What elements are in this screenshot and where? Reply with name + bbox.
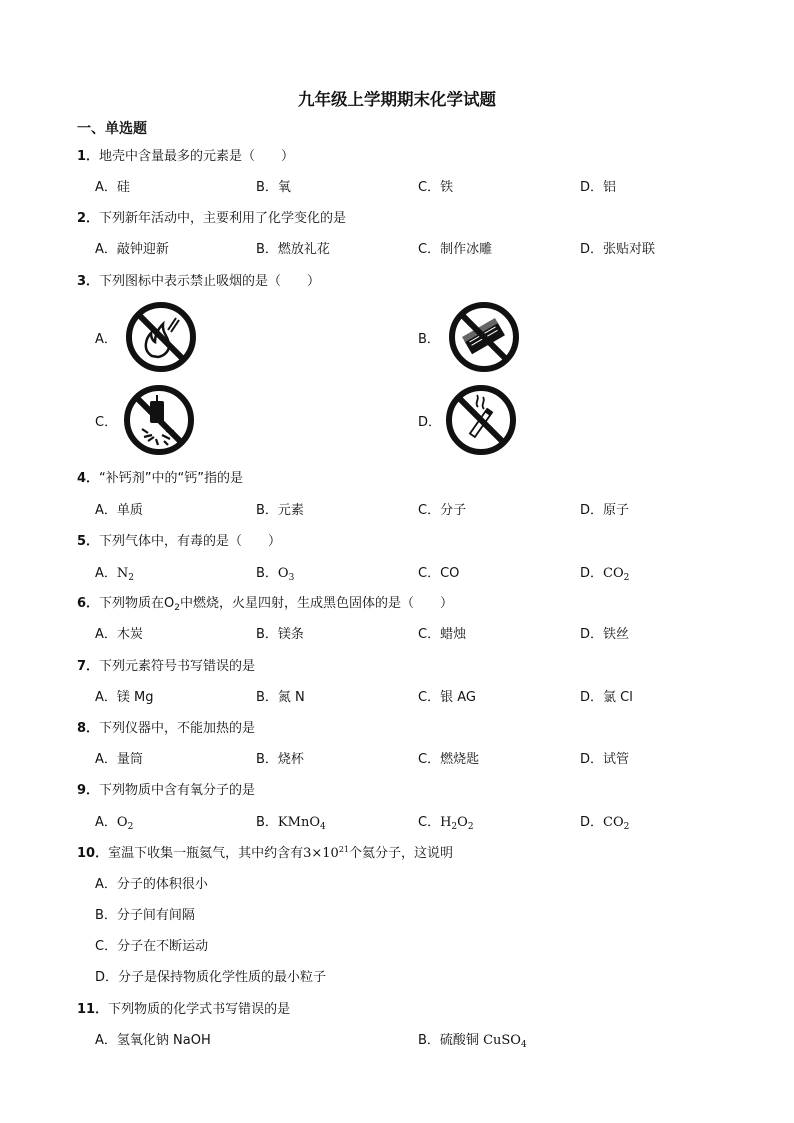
question-text: 下列图标中表示禁止吸烟的是（ ） [99,274,321,289]
question-text: 下列仪器中，不能加热的是 [99,721,256,736]
no-fireworks-icon [122,383,196,457]
option-d: D． [418,415,442,430]
option-d: D．铝 [580,180,617,195]
question-1 [77,145,294,164]
option-a: A．镁 Mg [95,690,154,705]
option-c: C．蜡烛 [418,627,467,642]
option-c: C．$H_2O_2$ [418,815,474,832]
question-text: 下列气体中，有毒的是（ ） [99,534,282,549]
option-b: B．燃放礼花 [256,242,330,257]
option-d: D．$CO_2$ [580,815,630,832]
no-matches-icon [447,300,521,374]
option-a: A．量筒 [95,752,143,767]
option-b: B．镁条 [256,627,304,642]
question-9 [77,779,255,798]
option-a: A．敲钟迎新 [95,242,169,257]
question-text: 地壳中含量最多的元素是（ ） [99,149,295,164]
question-5 [77,530,281,549]
option-d: D．铁丝 [580,627,630,642]
option-c: C．分子在不断运动 [95,939,209,954]
question-number: 11． [77,1002,109,1017]
page-title: 九年级上学期期末化学试题 [298,90,496,109]
option-a: A．单质 [95,503,143,518]
option-d: D．氯 Cl [580,690,633,705]
option-a: A．木炭 [95,627,143,642]
question-11 [77,998,290,1017]
option-b: B．元素 [256,503,304,518]
question-number: 1． [77,149,100,164]
option-c: C．制作冰雕 [418,242,493,257]
question-number: 5． [77,534,100,549]
option-b: B．$O_3$ [256,566,295,583]
option-c: C．CO [418,566,460,581]
question-number: 7． [77,659,100,674]
option-c: C．银 AG [418,690,476,705]
question-number: 9． [77,783,100,798]
no-smoking-icon [444,383,518,457]
option-c: C．分子 [418,503,467,518]
question-3 [77,270,320,289]
question-10: 10．室温下收集一瓶氦气，其中约含有$3\times 10^{21}$个氦分子，这说明 [77,845,454,861]
question-number: 8． [77,721,100,736]
option-d: D．原子 [580,503,630,518]
option-b: B． [418,332,440,347]
option-a: A． [95,332,117,347]
question-text: 下列物质中含有氧分子的是 [99,783,256,798]
question-text: 下列元素符号书写错误的是 [99,659,256,674]
question-text: “补钙剂”中的“钙”指的是 [99,471,243,486]
option-a: A．硅 [95,180,130,195]
option-d: D．试管 [580,752,630,767]
question-text: 下列新年活动中，主要利用了化学变化的是 [99,211,347,226]
question-number: 3． [77,274,100,289]
option-b: B．硫酸铜 CuSO$_4$ [418,1033,527,1050]
option-b: B．氧 [256,180,291,195]
question-text: 下列物质的化学式书写错误的是 [108,1002,291,1017]
option-a: A．氢氧化钠 NaOH [95,1033,211,1048]
question-number: 4． [77,471,100,486]
option-d: D．张贴对联 [580,242,656,257]
question-4 [77,467,243,486]
section-heading: 一、单选题 [77,121,147,137]
question-number: 10． [77,846,109,861]
option-b: B．KMnO$_4$ [256,815,326,832]
option-c: C． [95,415,118,430]
option-b: B．氮 N [256,690,305,705]
option-c: C．燃烧匙 [418,752,480,767]
option-b: B．分子间有间隔 [95,908,195,923]
option-d: D．$CO_2$ [580,566,630,583]
option-d: D．分子是保持物质化学性质的最小粒子 [95,970,327,985]
question-6: 6．下列物质在$O_2$中燃烧，火星四射，生成黑色固体的是（ ） [77,596,454,613]
option-c: C．铁 [418,180,454,195]
question-8 [77,717,255,736]
question-number: 6． [77,596,100,611]
option-a: A．$O_2$ [95,815,134,832]
option-a: A．$N_2$ [95,566,135,583]
option-b: B．烧杯 [256,752,304,767]
question-number: 2． [77,211,100,226]
option-a: A．分子的体积很小 [95,877,208,892]
question-2 [77,207,346,226]
no-open-flame-icon [124,300,198,374]
question-7 [77,655,255,674]
